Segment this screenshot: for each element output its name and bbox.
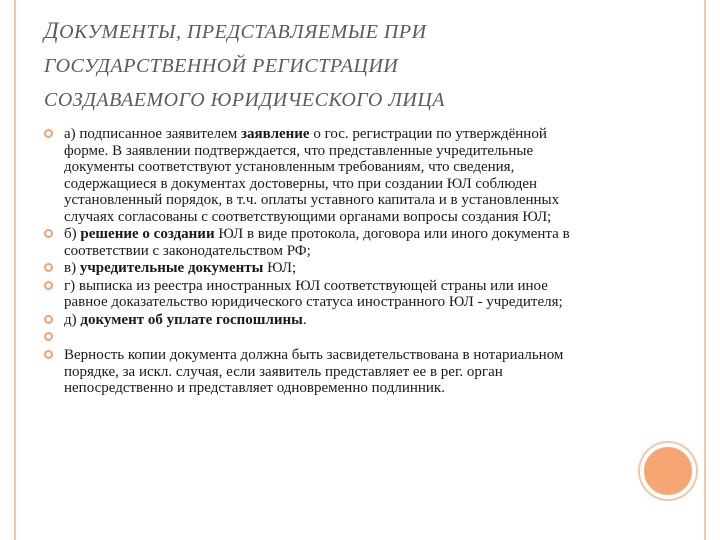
- list-item-note: [44, 347, 584, 397]
- bullet-icon: [44, 315, 53, 324]
- item-text-rest: ЮЛ в виде протокола, договора или иного документа в соответствии с законодательством РФ;: [64, 226, 570, 259]
- item-text: г) выписка из реестра иностранных ЮЛ соответствующей страны или иное равное доказательство юридического статуса иностранного ЮЛ - учредителя;: [64, 277, 563, 310]
- list-item-a: [44, 126, 584, 225]
- item-text: д): [64, 311, 81, 328]
- title-line-1: [44, 14, 644, 49]
- bullet-icon: [44, 350, 53, 359]
- item-text: а) подписанное заявителем: [64, 126, 242, 142]
- list-item-b: [44, 226, 584, 259]
- item-emphasis: учредительные документы: [79, 260, 264, 276]
- list-item-c: [44, 260, 584, 277]
- title-line-2: ГОСУДАРСТВЕННОЙ РЕГИСТРАЦИИ: [44, 55, 399, 77]
- item-text-rest: .: [302, 311, 307, 328]
- item-text: б): [64, 226, 81, 242]
- item-text-rest: ЮЛ;: [263, 260, 297, 276]
- title-line-3: СОЗДАВАЕМОГО ЮРИДИЧЕСКОГО ЛИЦА: [44, 89, 445, 111]
- title-line-1-rest: ОКУМЕНТЫ, ПРЕДСТАВЛЯЕМЫЕ ПРИ: [59, 21, 427, 43]
- item-text: в): [64, 260, 80, 276]
- title-initial: Д: [44, 18, 60, 43]
- decorative-circle: [640, 443, 696, 499]
- bullet-icon: [44, 281, 53, 290]
- item-emphasis: решение о создании: [80, 226, 215, 242]
- slide-title: [44, 14, 644, 117]
- item-emphasis: документ об уплате госпошлины: [80, 311, 303, 328]
- item-emphasis: заявление: [241, 126, 310, 142]
- item-text: Верность копии документа должна быть засвидетельствована в нотариальном порядке, за искл. случая, если заявитель представляет ее в рег. орган непосредственно и представляет одновременно подлинник.: [64, 347, 564, 396]
- bullet-icon: [44, 332, 53, 341]
- bullet-icon: [44, 263, 53, 272]
- bullet-icon: [44, 129, 53, 138]
- bullet-icon: [44, 229, 53, 238]
- bullet-list: [44, 126, 584, 397]
- list-item-e: [44, 312, 584, 329]
- item-text-rest: о гос. регистрации по утверждённой форме. В заявлении подтверждается, что представленные учредительные документы соответствуют установленным требованиям, что сведения, содержащиеся в документах достоверны, что при создании ЮЛ соблюден установленный порядок, в т.ч. оплаты уставного капитала и в установленных случаях согласованы с соответствующими органами вопросы создания ЮЛ;: [64, 126, 560, 225]
- list-item-d: [44, 278, 584, 311]
- list-item-empty: [44, 329, 584, 346]
